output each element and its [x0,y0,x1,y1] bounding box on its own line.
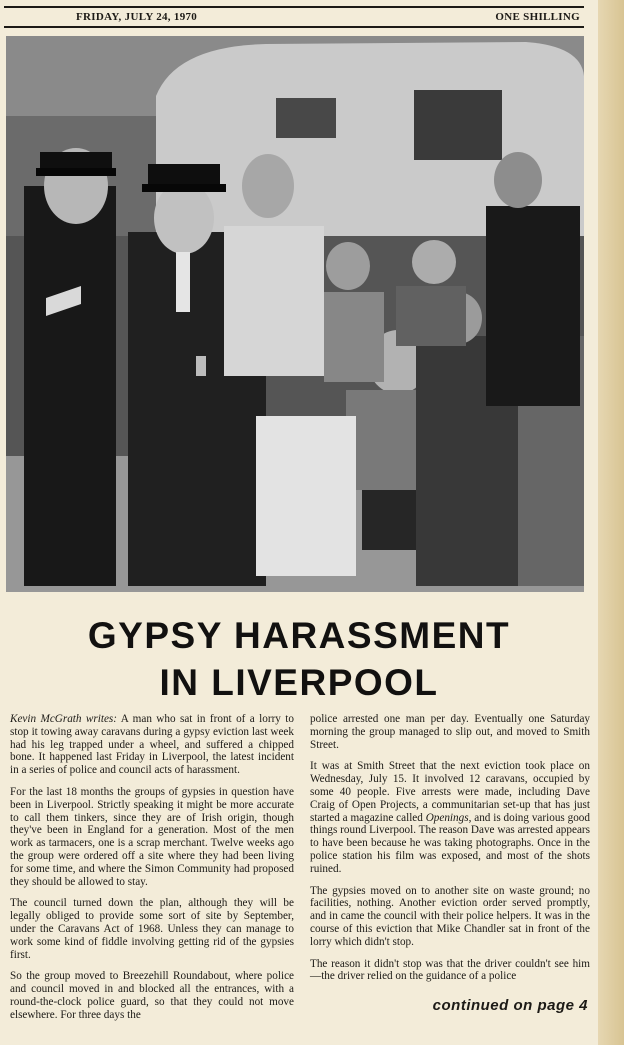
paragraph-5: police arrested one man per day. Eventually one Saturday morning the group managed to slip out, and moved to Smith Street. [310,713,590,751]
paragraph-2: For the last 18 months the groups of gypsies in question have been in Liverpool. Strictly speaking it might be more accurate to call them tinkers, since they are of Irish origin, though they've been in England for a generation. Most of the men work as tarmacers, one is a scrap merchant. Twelve weeks ago the group were ordered off a site where they had been living for some time, and where the Simon Community had proposed they should be allowed to stay. [10,785,294,888]
article-column-right [310,713,590,992]
issue-date: FRIDAY, JULY 24, 1970 [76,11,198,23]
paragraph-6-b: , and is doing various good things round Liverpool. The reason Dave was arrested appears to have been because he was taking photographs. Once in the police station his film was exposed, and most of the shots ruined. [310,811,590,875]
headline-line-2: IN LIVERPOOL [159,662,439,703]
paragraph-7: The gypsies moved on to another site on waste ground; no facilities, nothing. Another eviction order served promptly, and in came the council with their police helpers. It was in the course of this eviction that Mike Chandler sat in front of the lorry which didn't stop. [310,884,590,948]
news-photo [6,36,584,592]
paragraph-1-text: A man who sat in front of a lorry to stop it towing away caravans during a gypsy eviction last week had his leg trapped under a wheel, and suffered a chipped bone. It happened last Friday in Liverpool, the latest incident in a series of police and council acts of harassment. [10,713,295,777]
headline-line-1: GYPSY HARASSMENT [87,615,511,656]
headline [0,612,598,706]
issue-price: ONE SHILLING [495,11,580,23]
masthead [4,6,584,28]
photo-illustration [6,36,584,592]
paragraph-6 [310,760,590,875]
continued-notice: continued on page 4 [432,997,588,1014]
paragraph-8: The reason it didn't stop was that the driver couldn't see him—the driver relied on the guidance of a police [310,957,590,983]
paragraph-1 [10,713,294,777]
magazine-title: Openings [425,811,469,824]
paragraph-4: So the group moved to Breezehill Roundabout, where police and council moved in and blocked all the entrances, with a round-the-clock police guard, so that they could not move elsewhere. For three days the [10,970,294,1021]
paragraph-6-a: It was at Smith Street that the next eviction took place on Wednesday, July 15. It involved 12 caravans, occupied by some 40 people. Five arrests were made, including Dave Craig of Open Projects, a communitarian set-up that has just started a magazine called [310,760,590,824]
paragraph-3: The council turned down the plan, although they will be legally obliged to provide some sort of site by September, under the Caravans Act of 1968. Unless they can manage to work some kind of fiddle involving getting rid of the gypsies first. [10,897,294,961]
byline: Kevin McGrath writes: [10,713,117,725]
article-column-left [10,713,294,1031]
page-edge [598,0,624,1045]
